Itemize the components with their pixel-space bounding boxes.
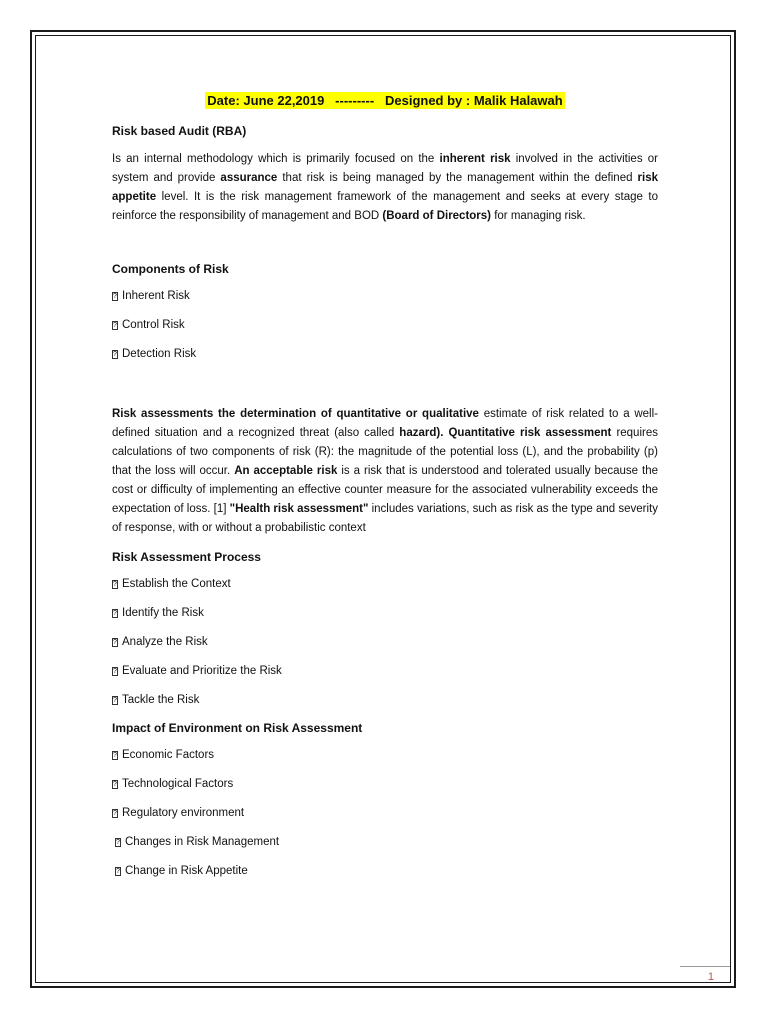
environment-heading: Impact of Environment on Risk Assessment (112, 721, 363, 735)
rba-heading: Risk based Audit (RBA) (112, 124, 247, 138)
missing-glyph-box-icon: ? (113, 668, 117, 675)
page-footer (680, 966, 730, 986)
list-item: ? Technological Factors (113, 778, 234, 790)
missing-glyph-box-icon: ? (116, 839, 120, 846)
header-date-author: Date: June 22,2019 --------- Designed by : Malik Halawah (207, 93, 563, 108)
list-item: ? Evaluate and Prioritize the Risk (113, 665, 282, 677)
missing-glyph-box-icon: ? (113, 752, 117, 759)
document-body (112, 92, 658, 892)
list-item: ? Establish the Context (113, 578, 231, 590)
missing-glyph-box-icon: ? (116, 868, 120, 875)
missing-glyph-box-icon: ? (113, 639, 117, 646)
list-item: ? Detection Risk (113, 348, 197, 360)
list-item: ? Tackle the Risk (113, 694, 200, 706)
missing-glyph-box-icon: ? (113, 810, 117, 817)
list-item: ? Identify the Risk (113, 607, 204, 619)
rba-paragraph: Is an internal methodology which is primarily focused on the inherent risk involved in the activities or system and provide assurance that risk is being managed by the management within the defined risk appetite level. It is the risk management framework of the management and seeks at every stage to reinforce the responsibility of management and BOD (Board of Directors) for managing risk. (112, 153, 658, 222)
list-item: ? Regulatory environment (113, 807, 245, 819)
missing-glyph-box-icon: ? (113, 697, 117, 704)
missing-glyph-box-icon: ? (113, 581, 117, 588)
list-item: ? Change in Risk Appetite (116, 865, 248, 877)
missing-glyph-box-icon: ? (113, 351, 117, 358)
missing-glyph-box-icon: ? (113, 322, 117, 329)
list-item: ? Control Risk (113, 319, 185, 331)
list-item: ? Inherent Risk (113, 290, 190, 302)
missing-glyph-box-icon: ? (113, 610, 117, 617)
list-item: ? Changes in Risk Management (116, 836, 280, 848)
process-heading: Risk Assessment Process (112, 550, 261, 564)
list-item: ? Economic Factors (113, 749, 215, 761)
missing-glyph-box-icon: ? (113, 781, 117, 788)
page-number: 1 (707, 971, 714, 983)
risk-assessment-paragraph: Risk assessments the determination of quantitative or qualitative estimate of risk related to a well-defined situation and a recognized threat (also called hazard). Quantitative risk assessment requires calculations of two components of risk (R): the magnitude of the potential loss (L), and the probability (p) that the loss will occur. An acceptable risk is a risk that is understood and tolerated usually because the cost or difficulty of implementing an effective counter measure for the associated vulnerability exceeds the expectation of loss. [1] "Health risk assessment" includes variations, such as risk as the type and severity of response, with or without a probabilistic context (112, 408, 658, 534)
list-item: ? Analyze the Risk (113, 636, 208, 648)
document-header (112, 92, 658, 110)
components-heading: Components of Risk (112, 262, 229, 276)
missing-glyph-box-icon: ? (113, 293, 117, 300)
